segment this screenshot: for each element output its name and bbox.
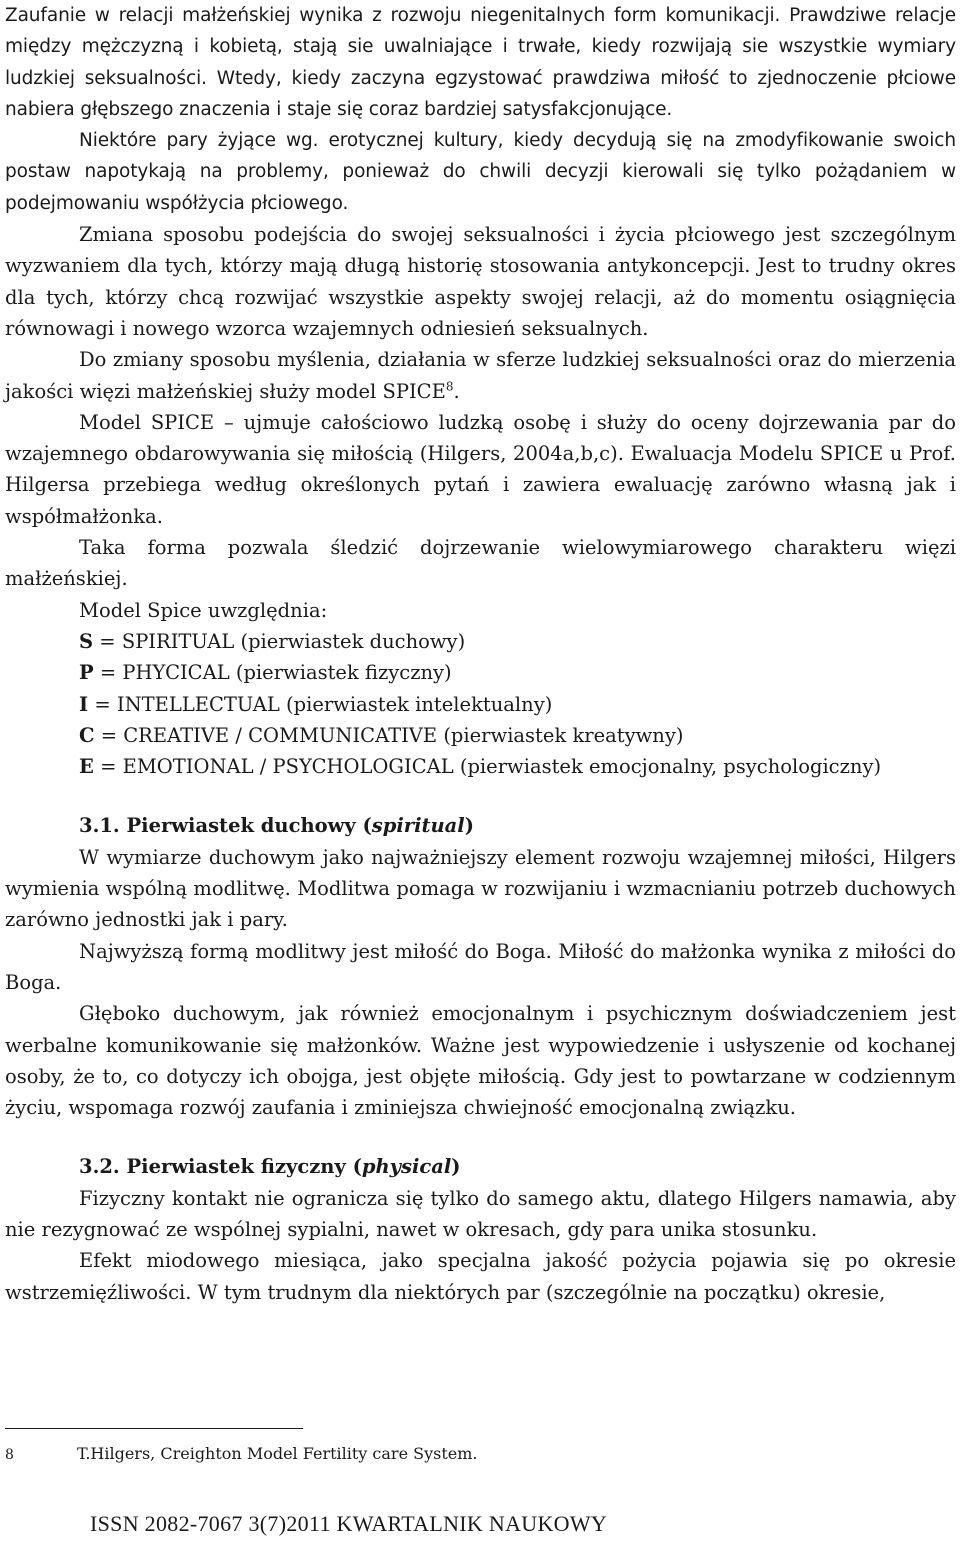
list-item — [5, 720, 956, 751]
list-item-letter: P — [79, 661, 94, 685]
section-heading-physical — [5, 1151, 956, 1182]
section-heading-term: physical — [361, 1155, 452, 1179]
section-heading-term: spiritual — [371, 814, 465, 838]
paragraph-spice-model: Model SPICE – ujmuje całościowo ludzką osobę i służy do oceny dojrzewania par do wzajemnego obdarowywania się miłością (Hilgers, 2004a,b,c). Ewaluacja Modelu SPICE u Prof. Hilgersa przebiega według określonych pytań i zawiera ewaluację zarówno własną jak i współmałżonka. — [5, 410, 956, 528]
page-footer: ISSN 2082-7067 3(7)2011 KWARTALNIK NAUKOWY — [90, 1511, 608, 1536]
list-item-text: = PHYCICAL (pierwiastek fizyczny) — [93, 661, 452, 685]
footnote-number: 8 — [5, 1447, 14, 1463]
footnote-ref: 8 — [445, 379, 454, 394]
section-heading-spiritual — [5, 810, 956, 841]
list-item-text: = EMOTIONAL / PSYCHOLOGICAL (pierwiastek emocjonalny, psychologiczny) — [93, 755, 882, 779]
list-item-text: = INTELLECTUAL (pierwiastek intelektualny) — [88, 692, 553, 716]
paragraph-spice-includes: Model Spice uwzględnia: — [79, 598, 328, 622]
footnote — [5, 1442, 905, 1467]
paragraph-erotic-culture: Niektóre pary żyjące wg. erotycznej kultury, kiedy decydują się na zmodyfikowanie swoich postaw napotykają na problemy, ponieważ do chwili decyzji kierowali się tylko pożądaniem w podejmowaniu współżycia płciowego. — [5, 130, 956, 214]
paragraph-verbal-communication: Głęboko duchowym, jak również emocjonalnym i psychicznym doświadczeniem jest werbalne komunikowanie się małżonków. Ważne jest wypowiedzenie i usłyszenie od kochanej osoby, że to, co dotyczy ich obojga, jest objęte miłością. Gdy jest to powtarzane w codziennym życiu, wspomaga rozwój zaufania i zminiejsza chwiejność emocjonalną związku. — [5, 1002, 956, 1120]
paragraph-spice-intro-text: Do zmiany sposobu myślenia, działania w sferze ludzkiej seksualności oraz do mierzenia jakości więzi małżeńskiej służy model SPICE — [5, 348, 956, 403]
section-heading-suffix: ) — [451, 1155, 461, 1179]
paragraph-maturation: Taka forma pozwala śledzić dojrzewanie wielowymiarowego charakteru więzi małżeńskiej. — [5, 536, 956, 591]
list-item-letter: E — [79, 755, 94, 779]
document-body — [5, 0, 956, 1308]
list-item — [5, 626, 956, 657]
list-item — [5, 689, 956, 720]
list-item — [5, 657, 956, 688]
paragraph-contraception: Zmiana sposobu podejścia do swojej seksualności i życia płciowego jest szczególnym wyzwaniem dla tych, którzy mają długą historię stosowania antykoncepcji. Jest to trudny okres dla tych, którzy chcą rozwijać wszystkie aspekty swojej relacji, aż do momentu osiągnięcia równowagi i nowego wzorca wzajemnych odniesień seksualnych. — [5, 223, 956, 340]
paragraph-honeymoon-effect: Efekt miodowego miesiąca, jako specjalna jakość pożycia pojawia się po okresie wstrzemięźliwości. W tym trudnym dla niektórych par (szczególnie na początku) okresie, — [5, 1249, 956, 1304]
paragraph-love-of-god: Najwyższą formą modlitwy jest miłość do Boga. Miłość do małżonka wynika z miłości do Boga. — [5, 939, 956, 994]
section-heading-prefix: 3.2. Pierwiastek fizyczny ( — [79, 1155, 362, 1179]
spacer — [5, 1123, 956, 1151]
paragraph-prayer: W wymiarze duchowym jako najważniejszy element rozwoju wzajemnej miłości, Hilgers wymienia wspólną modlitwę. Modlitwa pomaga w rozwijaniu i wzmacnianiu potrzeb duchowych zarówno jednostki jak i pary. — [5, 845, 956, 932]
footnote-divider — [5, 1428, 303, 1429]
list-item-letter: I — [79, 692, 89, 716]
paragraph-intro: Zaufanie w relacji małżeńskiej wynika z rozwoju niegenitalnych form komunikacji. Prawdziwe relacje między mężczyzną i kobietą, stają sie uwalniające i trwałe, kiedy rozwijają sie wszystkie wymiary ludzkiej seksualności. Wtedy, kiedy zaczyna egzystować prawdziwa miłość to zjednoczenie płciowe nabiera głębszego znaczenia i staje się coraz bardziej satysfakcjonujące. — [5, 5, 956, 120]
list-item-letter: S — [79, 629, 94, 653]
paragraph-physical-contact: Fizyczny kontakt nie ogranicza się tylko do samego aktu, dlatego Hilgers namawia, aby nie rezygnować ze wspólnej sypialni, nawet w okresach, gdy para unika stosunku. — [5, 1186, 956, 1241]
section-heading-suffix: ) — [464, 814, 474, 838]
paragraph-spice-intro-end: . — [453, 379, 460, 403]
spice-list — [5, 626, 956, 782]
paragraph-spice-intro — [5, 344, 956, 407]
spacer — [5, 782, 956, 810]
list-item-text: = SPIRITUAL (pierwiastek duchowy) — [93, 629, 466, 653]
list-item-text: = CREATIVE / COMMUNICATIVE (pierwiastek kreatywny) — [94, 723, 684, 747]
list-item-letter: C — [79, 723, 95, 747]
list-item — [5, 751, 956, 782]
section-heading-prefix: 3.1. Pierwiastek duchowy ( — [79, 814, 372, 838]
footnote-text: T.Hilgers, Creighton Model Fertility care System. — [77, 1444, 478, 1463]
